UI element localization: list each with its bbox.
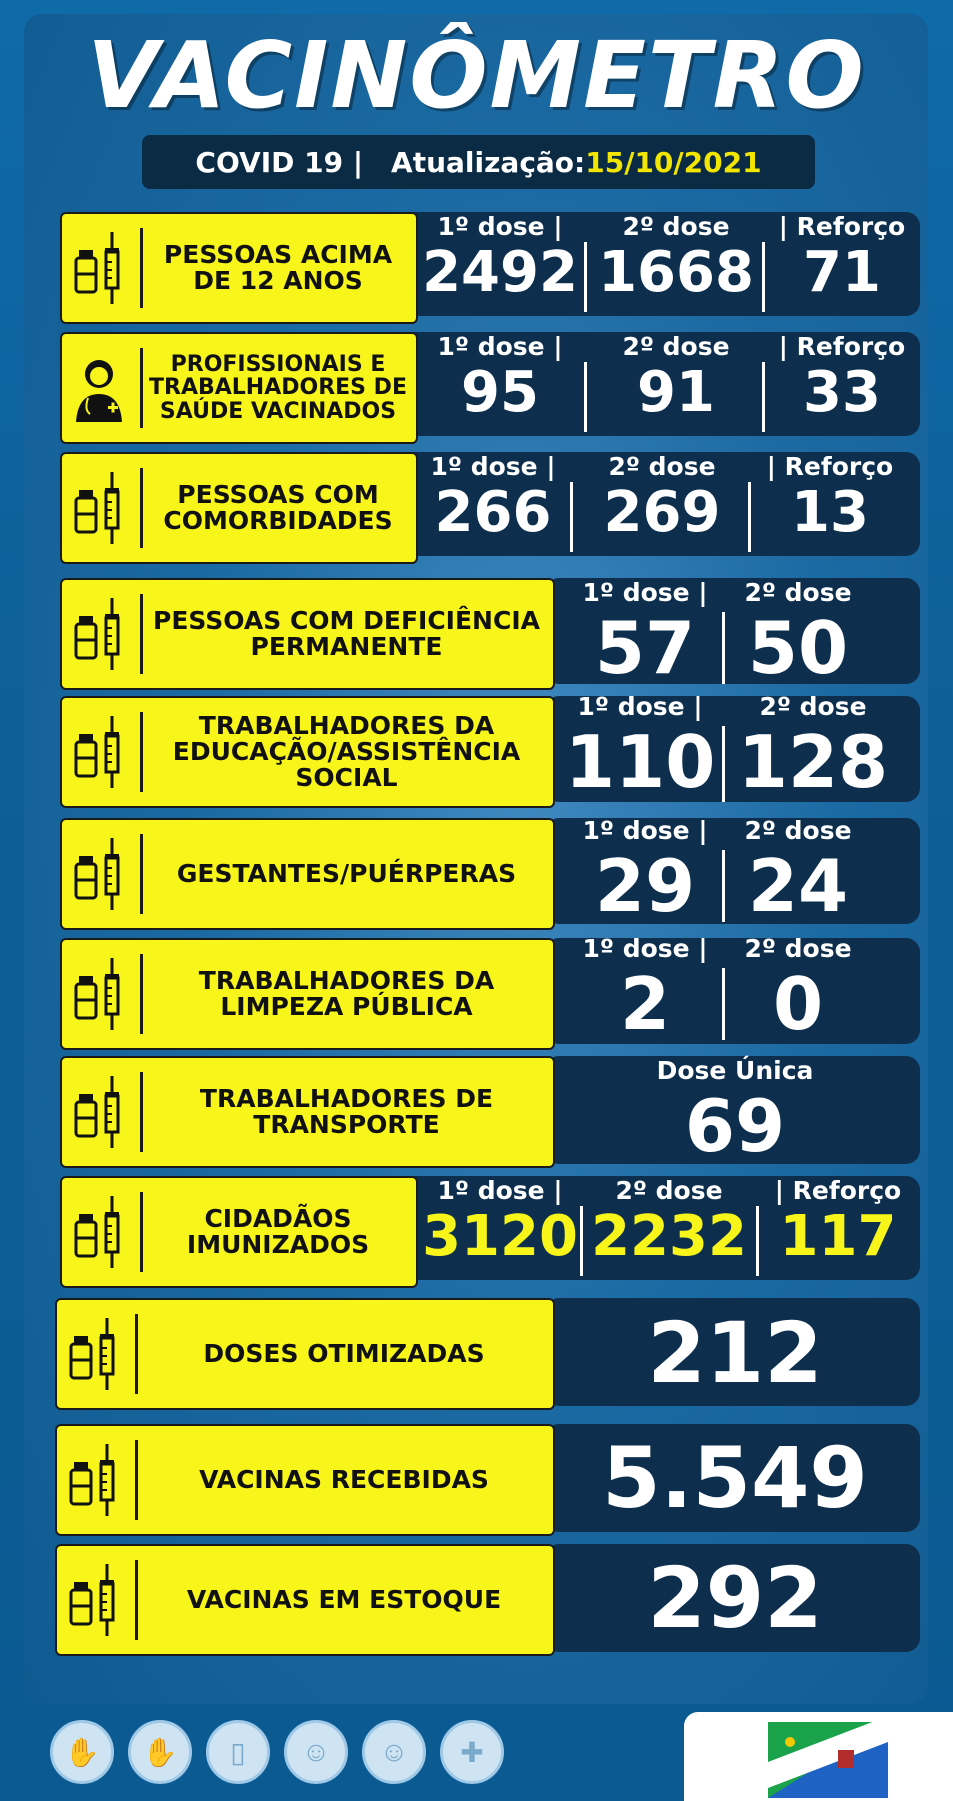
vaccine-vial-syringe-icon — [70, 712, 128, 792]
hand-washing-icon: ✋ — [128, 1720, 192, 1784]
dose1-header: 1º dose | — [582, 934, 708, 963]
dose2-header: 2º dose — [744, 934, 852, 963]
municipal-flag-icon — [768, 1722, 888, 1798]
vaccine-vial-syringe-icon — [70, 1192, 128, 1272]
row-label-imunizados — [60, 1176, 418, 1288]
sanitizer-bottle-icon: ▯ — [206, 1720, 270, 1784]
dose1-value: 95 — [461, 360, 539, 425]
row-label-text: PESSOAS COM COMORBIDADES — [163, 479, 393, 535]
vacinas-estoque-value: 292 — [647, 1549, 823, 1647]
value-divider — [722, 968, 725, 1040]
dose1-value: 3120 — [422, 1204, 578, 1269]
value-divider — [722, 612, 725, 684]
booster-header: | Reforço — [774, 1176, 902, 1205]
row-label-transporte — [60, 1056, 555, 1168]
booster-header: | Reforço — [778, 332, 906, 361]
dose2-header: 2º dose — [744, 578, 852, 607]
dose1-value: 266 — [434, 480, 552, 545]
value-divider — [570, 482, 573, 552]
update-bar — [142, 135, 815, 189]
dose2-value: 1668 — [598, 240, 754, 305]
dose1-header: 1º dose | — [430, 452, 556, 481]
dose2-header: 2º dose — [759, 692, 867, 721]
vaccine-vial-syringe-icon — [65, 1440, 123, 1520]
booster-value: 13 — [791, 480, 869, 545]
dose2-header: 2º dose — [622, 212, 730, 241]
row-label-text: PESSOAS COM DEFICIÊNCIA PERMANENTE — [153, 605, 540, 661]
row-label-saude — [60, 332, 418, 444]
single-dose-value: 69 — [684, 1084, 786, 1168]
row-label-recebidas — [55, 1424, 555, 1536]
vaccine-vial-syringe-icon — [70, 834, 128, 914]
vaccine-vial-syringe-icon — [65, 1314, 123, 1394]
vaccine-vial-syringe-icon — [70, 228, 128, 308]
update-info — [391, 146, 762, 179]
update-date: 15/10/2021 — [585, 145, 762, 179]
vacinas-recebidas-value: 5.549 — [602, 1429, 868, 1527]
avoid-crowds-icon: ☺ — [284, 1720, 348, 1784]
dose2-header: 2º dose — [615, 1176, 723, 1205]
face-mask-icon: ☺ — [362, 1720, 426, 1784]
dose2-header: 2º dose — [622, 332, 730, 361]
vaccine-vial-syringe-icon — [70, 954, 128, 1034]
update-label: Atualização: — [391, 145, 586, 179]
row-label-comorbidades — [60, 452, 418, 564]
value-divider — [584, 242, 587, 312]
vaccine-vial-syringe-icon — [70, 468, 128, 548]
row-label-deficiencia — [60, 578, 555, 690]
row-label-text: TRABALHADORES DA EDUCAÇÃO/ASSISTÊNCIA SOCIAL — [172, 710, 521, 793]
no-handshake-icon: ✋ — [50, 1720, 114, 1784]
dose2-header: 2º dose — [608, 452, 716, 481]
municipal-flag-area — [684, 1712, 953, 1801]
row-label-12-anos — [60, 212, 418, 324]
dose1-header: 1º dose | — [577, 692, 703, 721]
row-label-text: TRABALHADORES DE TRANSPORTE — [199, 1083, 494, 1139]
row-label-text: TRABALHADORES DA LIMPEZA PÚBLICA — [198, 965, 495, 1021]
page-title: VACINÔMETRO — [87, 22, 866, 129]
dose1-header: 1º dose | — [582, 816, 708, 845]
booster-value: 117 — [779, 1204, 897, 1269]
covid-label: COVID 19 | — [195, 145, 364, 179]
dose2-value: 269 — [603, 480, 721, 545]
value-divider — [580, 1206, 583, 1276]
dose2-value: 2232 — [591, 1204, 747, 1269]
dose2-header: 2º dose — [744, 816, 852, 845]
vaccine-vial-syringe-icon — [70, 594, 128, 674]
dose1-header: 1º dose | — [437, 212, 563, 241]
dose1-value: 110 — [565, 720, 716, 804]
dose2-value: 128 — [737, 720, 889, 804]
row-label-limpeza — [60, 938, 555, 1050]
row-label-educacao — [60, 696, 555, 808]
doses-otimizadas-value: 212 — [647, 1304, 823, 1402]
dose1-value: 29 — [594, 844, 696, 928]
single-dose-header: Dose Única — [656, 1056, 814, 1085]
vaccine-vial-syringe-icon — [65, 1560, 123, 1640]
booster-value: 33 — [803, 360, 881, 425]
row-label-gestantes — [60, 818, 555, 930]
row-label-estoque — [55, 1544, 555, 1656]
row-label-text: CIDADÃOS IMUNIZADOS — [186, 1203, 370, 1259]
dose2-value: 0 — [772, 962, 824, 1046]
row-label-text: DOSES OTIMIZADAS — [203, 1338, 485, 1368]
dose1-header: 1º dose | — [437, 1176, 563, 1205]
value-divider — [722, 726, 725, 802]
dose1-value: 2 — [619, 962, 671, 1046]
row-label-text: VACINAS EM ESTOQUE — [186, 1584, 502, 1614]
dose1-value: 57 — [594, 606, 696, 690]
booster-value: 71 — [803, 240, 881, 305]
row-label-text: GESTANTES/PUÉRPERAS — [176, 858, 517, 888]
value-divider — [722, 850, 725, 922]
health-professional-icon — [70, 348, 128, 428]
booster-header: | Reforço — [766, 452, 894, 481]
value-divider — [584, 362, 587, 432]
dose1-header: 1º dose | — [582, 578, 708, 607]
row-label-text: PROFISSIONAIS E TRABALHADORES DE SAÚDE VACINADOS — [149, 352, 407, 424]
booster-header: | Reforço — [778, 212, 906, 241]
row-label-otimizadas — [55, 1298, 555, 1410]
dose1-value: 2492 — [422, 240, 578, 305]
row-label-text: PESSOAS ACIMA DE 12 ANOS — [163, 239, 393, 295]
dose1-header: 1º dose | — [437, 332, 563, 361]
prevention-icons — [50, 1720, 504, 1784]
vaccine-vial-syringe-icon — [70, 1072, 128, 1152]
dose2-value: 91 — [637, 360, 715, 425]
row-label-text: VACINAS RECEBIDAS — [199, 1464, 489, 1494]
dose2-value: 24 — [747, 844, 849, 928]
dose2-value: 50 — [747, 606, 849, 690]
disinfectant-spray-icon: ✚ — [440, 1720, 504, 1784]
